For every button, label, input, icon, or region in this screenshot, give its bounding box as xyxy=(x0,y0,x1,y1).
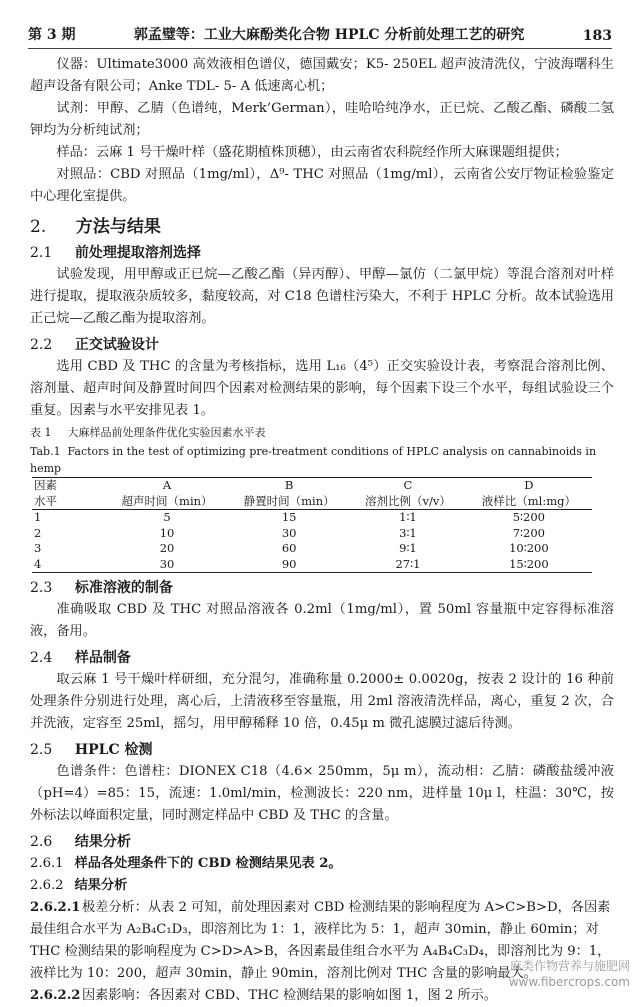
level-cell: 3 xyxy=(34,541,42,555)
level-cell: 4 xyxy=(32,557,106,573)
watermark-url: www.fibercrops.com xyxy=(508,975,630,989)
section-number: 2.1 xyxy=(30,245,53,261)
sample-paragraph: 样品：云麻 1 号干燥叶样（盛花期植株顶穗），由云南省农科院经作所大麻课题组提供； xyxy=(56,145,568,160)
level-cell: 2 xyxy=(34,525,42,540)
section-2-2-text: 选用 CBD 及 THC 的含量为考核指标，选用 L₁₆（4⁵）正交实验设计表，考察混合溶剂比例、溶剂量、超声时间及静置时间四个因素对检测结果的影响，每个因素下设三个水平，每组试验设三个重复。因素与水平安排见表 1。 xyxy=(30,359,614,418)
factor-a: A xyxy=(106,478,228,494)
table-1 xyxy=(32,477,592,573)
table-cell: 20 xyxy=(159,541,175,555)
issue-number: 第 3 期 xyxy=(28,27,76,43)
table-1-caption-en xyxy=(30,443,614,477)
level-header: 水平 xyxy=(32,494,106,510)
table-caption: 大麻样品前处理条件优化实验因素水平表 xyxy=(67,426,266,439)
table-header-row xyxy=(32,478,592,494)
factor-header: 因素 xyxy=(32,478,106,494)
table-cell: 15 xyxy=(281,510,297,524)
section-number: 2.5 xyxy=(30,742,53,758)
section-heading-2-2 xyxy=(30,334,614,356)
section-2-4-text: 取云麻 1 号干燥叶样研细，充分混匀，准确称量 0.2000± 0.0020g，按表 2 设计的 16 种前处理条件分别进行处理，离心后，上清液移至容量瓶，用 2ml 溶液清洗样品，离心，重复 2 次，合并洗液，定容至 25ml，摇匀，用甲醇稀释 10 倍，0.45μ m 微孔滤膜过滤后待测。 xyxy=(30,672,614,731)
table-cell: 5∶200 xyxy=(512,510,545,524)
section-title: 结果分析 xyxy=(74,878,128,893)
instruments-paragraph: 仪器：Ultimate3000 高效液相色谱仪，德国戴安；K5- 250EL 超声波清洗仪，宁波海曙科生超声设备有限公司；Anke TDL- 5- A 低速离心机； xyxy=(30,57,614,94)
table-subheader-row xyxy=(32,494,592,510)
table-cell: 30 xyxy=(281,525,297,540)
factor-effect-text: 因素影响：各因素对 CBD、THC 检测结果的影响如图 1，图 2 所示。 xyxy=(82,988,497,1003)
table-cell: 3∶1 xyxy=(399,525,417,540)
table-cell: 10∶200 xyxy=(509,541,549,555)
section-number: 2.6.1 xyxy=(30,856,64,871)
table-cell: 15∶200 xyxy=(466,557,592,573)
running-header xyxy=(28,20,612,44)
level-cell: 1 xyxy=(34,510,42,524)
table-cell: 1∶1 xyxy=(399,510,417,524)
section-title: 方法与结果 xyxy=(75,217,161,237)
section-heading-2-5 xyxy=(30,739,614,761)
header-rule xyxy=(28,48,612,49)
section-number: 2.2 xyxy=(30,337,53,353)
table-label-en: Tab.1 xyxy=(30,445,61,458)
reference-paragraph: 对照品：CBD 对照品（1mg/ml），Δ⁹- THC 对照品（1mg/ml），云南省公安厅物证检验鉴定中心理化室提供。 xyxy=(30,167,614,204)
reagents-paragraph: 试剂：甲醇、乙腈（色谱纯，Merk’German），哇哈哈纯净水，正已烷、乙酸乙酯、磷酸二氢钾均为分析纯试剂； xyxy=(30,101,614,138)
section-number: 2.6.2 xyxy=(30,878,64,893)
section-2-5-text: 色谱条件：色谱柱：DIONEX C18（4.6× 250mm，5μ m），流动相：乙腈：磷酸盐缓冲液（pH=4）=85：15，流速：1.0ml/min，检测波长：220 nm，进样量 10μ l，柱温：30℃，按外标法以峰面积定量，同时测定样品中 CBD 及 THC 的含量。 xyxy=(30,764,614,823)
section-2-3-text: 准确吸取 CBD 及 THC 对照品溶液各 0.2ml（1mg/ml），置 50ml 容量瓶中定容得标准溶液，备用。 xyxy=(30,602,614,639)
factor-a-name: 超声时间（min） xyxy=(106,494,228,510)
range-analysis-text: 极差分析：从表 2 可知，前处理因素对 CBD 检测结果的影响程度为 A>C>B>D，各因素最佳组合水平为 A₂B₄C₁D₃，即溶剂比为 1：1，液样比为 5：1，超声 30min，静止 60min；对 THC 检测结果的影响程度为 C>D>A>B，各因素最佳组合水平为 A₄B₄C₃D₄，即溶剂比为 9：1，液样比为 10：200，超声 30min，静止 90min，溶剂比例对 THC 含量的影响最大。 xyxy=(30,900,611,981)
table-row xyxy=(32,510,592,526)
section-heading-2-6-2 xyxy=(30,875,614,897)
section-heading-2-6 xyxy=(30,831,614,853)
section-title: 结果分析 xyxy=(74,834,131,850)
table-row xyxy=(32,541,592,557)
watermark-site-name: 麻类作物营养与施肥网 xyxy=(509,959,630,973)
section-number: 2.6.2.1 xyxy=(30,900,81,915)
table-caption-en: Factors in the test of optimizing pre-treatment conditions of HPLC analysis on cannabinoids in hemp xyxy=(30,445,597,475)
body-text xyxy=(30,54,614,1007)
section-heading-2 xyxy=(30,216,614,238)
section-heading-2-4 xyxy=(30,647,614,669)
table-row xyxy=(32,557,592,573)
section-title: 样品各处理条件下的 CBD 检测结果见表 2。 xyxy=(74,856,342,871)
table-cell: 27∶1 xyxy=(350,557,466,573)
page-number: 183 xyxy=(582,28,612,44)
section-heading-2-3 xyxy=(30,577,614,599)
table-label: 表 1 xyxy=(30,426,52,439)
factor-d: D xyxy=(466,478,592,494)
site-watermark xyxy=(509,958,630,990)
table-cell: 5 xyxy=(163,510,171,524)
factor-b-name: 静置时间（min） xyxy=(228,494,350,510)
table-cell: 9∶1 xyxy=(399,541,417,555)
table-cell: 10 xyxy=(159,525,175,540)
factor-c-name: 溶剂比例（v/v） xyxy=(350,494,466,510)
factor-c: C xyxy=(350,478,466,494)
factor-b: B xyxy=(228,478,350,494)
table-1-caption-cn xyxy=(30,424,614,441)
factor-d-name: 液样比（ml:mg） xyxy=(466,494,592,510)
section-title: 标准溶液的制备 xyxy=(74,580,173,596)
section-number: 2.3 xyxy=(30,580,53,596)
section-number: 2.6 xyxy=(30,834,53,850)
section-heading-2-6-1 xyxy=(30,853,614,875)
section-heading-2-1 xyxy=(30,242,614,264)
section-title: 正交试验设计 xyxy=(74,337,159,353)
section-number: 2.4 xyxy=(30,650,53,666)
table-cell: 30 xyxy=(106,557,228,573)
section-number: 2.6.2.2 xyxy=(30,988,81,1003)
table-row xyxy=(32,526,592,542)
section-title: 前处理提取溶剂选择 xyxy=(74,245,201,261)
section-number: 2. xyxy=(30,217,47,237)
table-cell: 60 xyxy=(281,541,297,555)
table-cell: 7∶200 xyxy=(512,525,545,540)
section-title: 样品制备 xyxy=(74,650,131,666)
running-title: 郭孟璧等：工业大麻酚类化合物 HPLC 分析前处理工艺的研究 xyxy=(133,27,525,43)
table-cell: 90 xyxy=(228,557,350,573)
section-2-1-text: 试验发现，用甲醇或正已烷—乙酸乙酯（异丙醇）、甲醇—氯仿（二氯甲烷）等混合溶剂对叶样进行提取，提取液杂质较多，黏度较高，对 C18 色谱柱污染大，不利于 HPLC 分析。故本试验选用正己烷—乙酸乙酯为提取溶剂。 xyxy=(30,267,614,326)
section-title: HPLC 检测 xyxy=(74,742,153,758)
